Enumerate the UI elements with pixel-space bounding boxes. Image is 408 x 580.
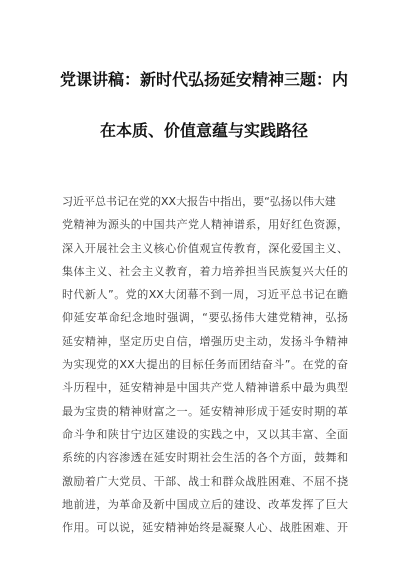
body-line: 仰延安革命纪念地时强调，“要弘扬伟大建党精神，弘扬 <box>62 311 348 325</box>
body-line: 深入开展社会主义核心价值观宣传教育，深化爱国主义、 <box>62 241 348 255</box>
body-line: 最为宝贵的精神财富之一。延安精神形成于延安时期的革 <box>62 404 348 418</box>
document-body <box>62 190 348 539</box>
body-line: 作用。可以说，延安精神始终是凝聚人心、战胜困难、开 <box>62 521 348 535</box>
body-line: 命斗争和陕甘宁边区建设的实践之中，又以其丰富、全面 <box>62 427 348 441</box>
body-line: 集体主义、社会主义教育，着力培养担当民族复兴大任的 <box>62 264 348 278</box>
body-line: 斗历程中，延安精神是中国共产党人精神谱系中最为典型 <box>62 381 348 395</box>
body-line: 习近平总书记在党的XX大报告中指出，要“弘扬以伟大建 <box>62 195 336 208</box>
document-title-line-2: 在本质、价值意蕴与实践路径 <box>99 121 308 140</box>
document-title-line-1: 党课讲稿：新时代弘扬延安精神三题：内 <box>59 70 348 89</box>
body-line: 时代新人”。党的XX大闭幕不到一周，习近平总书记在瞻 <box>62 288 348 302</box>
body-line: 激励着广大党员、干部、战士和群众战胜困难、不屈不挠 <box>62 474 348 488</box>
body-line: 延安精神，坚定历史自信，增强历史主动，发扬斗争精神 <box>62 334 348 348</box>
body-line: 地前进，为革命及新中国成立后的建设、改革发挥了巨大 <box>62 497 348 511</box>
body-line: 为实现党的XX大提出的目标任务而团结奋斗”。在党的奋 <box>62 358 348 372</box>
body-line: 党精神为源头的中国共产党人精神谱系，用好红色资源， <box>62 218 348 232</box>
body-line: 系统的内容渗透在延安时期社会生活的各个方面，鼓舞和 <box>62 451 348 465</box>
